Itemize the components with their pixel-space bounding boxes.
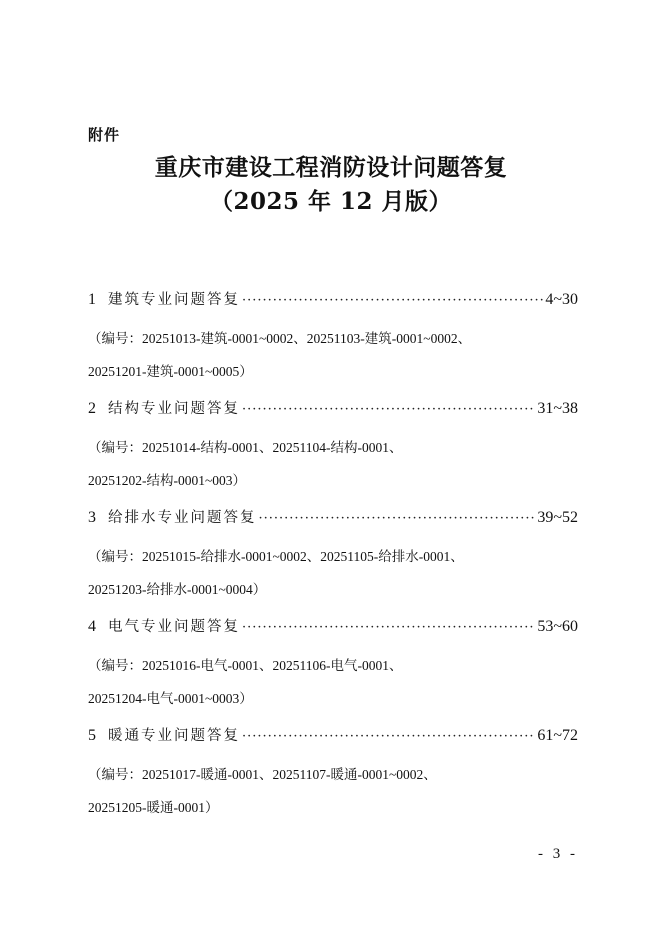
toc-entry-codes-continued: 20251201-建筑-0001~0005）: [88, 364, 253, 379]
toc-entry-title: 暖通专业问题答复: [108, 728, 240, 744]
toc-entry-pages: 61~72: [537, 727, 578, 744]
toc-entry-codes: （编号：20251016-电气-0001、20251106-电气-0001、: [88, 658, 403, 673]
document-edition: （2025 年 12 月版）: [209, 188, 453, 215]
toc-entry-codes-continued: 20251204-电气-0001~0003）: [88, 691, 253, 706]
toc-entry-codes: （编号：20251014-结构-0001、20251104-结构-0001、: [88, 440, 403, 455]
table-of-contents: [88, 288, 578, 833]
toc-entry-pages: 53~60: [537, 618, 578, 635]
toc-entry-number: 5: [88, 727, 96, 744]
toc-leader-dots: [242, 293, 543, 308]
toc-leader-dots: [242, 402, 535, 417]
toc-entry-title: 建筑专业问题答复: [108, 292, 240, 308]
toc-leader-dots: [242, 620, 535, 635]
toc-entry-number: 2: [88, 400, 96, 417]
toc-section-hvac: [88, 724, 578, 833]
toc-entry-number: 1: [88, 291, 96, 308]
page-number: - 3 -: [538, 846, 578, 862]
toc-entry[interactable]: [88, 288, 578, 322]
toc-leader-dots: [242, 729, 535, 744]
toc-entry[interactable]: [88, 615, 578, 649]
toc-entry-title: 结构专业问题答复: [108, 401, 240, 417]
toc-entry-codes-continued: 20251202-结构-0001~003）: [88, 473, 247, 488]
toc-entry[interactable]: [88, 506, 578, 540]
toc-entry-title: 给排水专业问题答复: [108, 510, 257, 526]
toc-entry-number: 3: [88, 509, 96, 526]
toc-entry-codes-continued: 20251205-暖通-0001）: [88, 800, 219, 815]
toc-entry-codes: （编号：20251013-建筑-0001~0002、20251103-建筑-0001~0002、: [88, 331, 472, 346]
toc-entry[interactable]: [88, 397, 578, 431]
toc-leader-dots: [259, 511, 536, 526]
toc-entry-pages: 39~52: [537, 509, 578, 526]
toc-entry-pages: 4~30: [545, 291, 578, 308]
toc-entry-codes-continued: 20251203-给排水-0001~0004）: [88, 582, 267, 597]
document-title: 重庆市建设工程消防设计问题答复: [154, 154, 508, 181]
toc-entry-codes: （编号：20251015-给排水-0001~0002、20251105-给排水-0001、: [88, 549, 464, 564]
toc-entry[interactable]: [88, 724, 578, 758]
toc-entry-title: 电气专业问题答复: [108, 619, 240, 635]
toc-entry-pages: 31~38: [537, 400, 578, 417]
toc-section-architecture: [88, 288, 578, 397]
toc-section-plumbing: [88, 506, 578, 615]
toc-entry-codes: （编号：20251017-暖通-0001、20251107-暖通-0001~0002、: [88, 767, 437, 782]
toc-section-structure: [88, 397, 578, 506]
attachment-label: 附件: [88, 126, 121, 144]
toc-entry-number: 4: [88, 618, 96, 635]
toc-section-electrical: [88, 615, 578, 724]
